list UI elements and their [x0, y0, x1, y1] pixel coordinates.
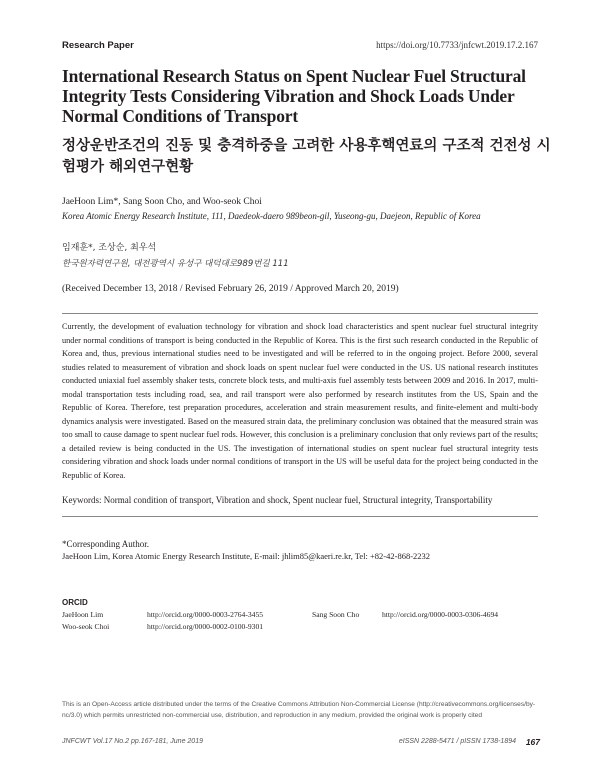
- orcid-name: JaeHoon Lim: [62, 610, 104, 619]
- section-label: Research Paper: [62, 40, 134, 51]
- abstract-top-rule: [62, 313, 538, 314]
- orcid-link[interactable]: http://orcid.org/0000-0002-0100-9301: [147, 622, 264, 631]
- authors-english: JaeHoon Lim*, Sang Soon Cho, and Woo-seok Choi: [62, 197, 262, 207]
- authors-korean: 임재훈*, 조상순, 최우석: [62, 243, 157, 253]
- corresponding-author-label: *Corresponding Author.: [62, 539, 149, 549]
- affiliation-english: Korea Atomic Energy Research Institute, 111, Daedeok-daero 989beon-gil, Yuseong-gu, Daejeon, Republic of Korea: [62, 211, 481, 221]
- orcid-link[interactable]: http://orcid.org/0000-0003-2764-3455: [147, 610, 264, 619]
- orcid-name: Sang Soon Cho: [312, 610, 360, 619]
- orcid-heading: ORCID: [62, 598, 88, 607]
- title-english: International Research Status on Spent Nuclear Fuel Structural Integrity Tests Considering Vibration and Shock Loads Under Normal Conditions of Transport: [62, 66, 526, 126]
- issn: eISSN 2288-5471 / pISSN 1738-1894: [398, 738, 516, 745]
- title-korean: 정상운반조건의 진동 및 충격하중을 고려한 사용후핵연료의 구조적 건전성 시험평가 해외연구현황: [62, 138, 551, 175]
- affiliation-korean: 한국원자력연구원, 대전광역시 유성구 대덕대로989번길 111: [62, 259, 289, 269]
- doi-link[interactable]: https://doi.org/10.7733/jnfcwt.2019.17.2.167: [376, 40, 538, 50]
- keywords: Keywords: Normal condition of transport, Vibration and shock, Spent nuclear fuel, Structural integrity, Transportability: [62, 495, 493, 505]
- orcid-name: Woo-seok Choi: [62, 622, 110, 631]
- abstract-bottom-rule: [62, 516, 538, 517]
- journal-citation: JNFCWT Vol.17 No.2 pp.167-181, June 2019: [62, 738, 203, 745]
- submission-dates: (Received December 13, 2018 / Revised February 26, 2019 / Approved March 20, 2019): [62, 284, 399, 294]
- page-number: 167: [525, 737, 540, 747]
- license-notice: This is an Open-Access article distributed under the terms of the Creative Commons Attribution Non-Commercial License (http://creativecommons.org/licenses/by-nc/3.0) which permits unrestricted non-commercial use, distribution, and reproduction in any medium, provided the original work is properly cited: [62, 701, 536, 719]
- corresponding-author-contact: JaeHoon Lim, Korea Atomic Energy Research Institute, E-mail: jhlim85@kaeri.re.kr, Tel: +82-42-868-2232: [62, 551, 431, 561]
- abstract-text: Currently, the development of evaluation technology for vibration and shock load characteristics and spent nuclear fuel structural integrity under normal conditions of transport is being conducted in the Republic of Korea. This is the first such research conducted in the Republic of Korea and, thus, previous international studies need to be investigated and will be referred to in the ongoing project. Before 2000, several studies related to measurement of vibration and shock loads on spent nuclear fuel were conducted in the US. US national research institutes conducted uniaxial fuel assembly shaker tests, concrete block tests, and multi-axis fuel assembly tests between 2009 and 2016. In 2017, multi-modal transportation tests including road, sea, and rail transport were also performed by research institutes from the US, Spain and the Republic of Korea. Therefore, test preparation procedures, acceleration and strain measurement results, and finite-element and multi-body dynamics analysis were investigated. Based on the measured strain data, the preliminary conclusion was obtained that the measured strain was too small to cause damage to spent nuclear fuel rods. However, this conclusion is a preliminary conclusion that only reviews part of the results; a detailed review is being conducted in the US. The investigation of international studies on spent nuclear fuel structural integrity tests considering vibration and shock loads under normal conditions of transport in the US will be useful data for the project being conducted in the Republic of Korea.: [62, 322, 538, 480]
- orcid-link[interactable]: http://orcid.org/0000-0003-0306-4694: [382, 610, 499, 619]
